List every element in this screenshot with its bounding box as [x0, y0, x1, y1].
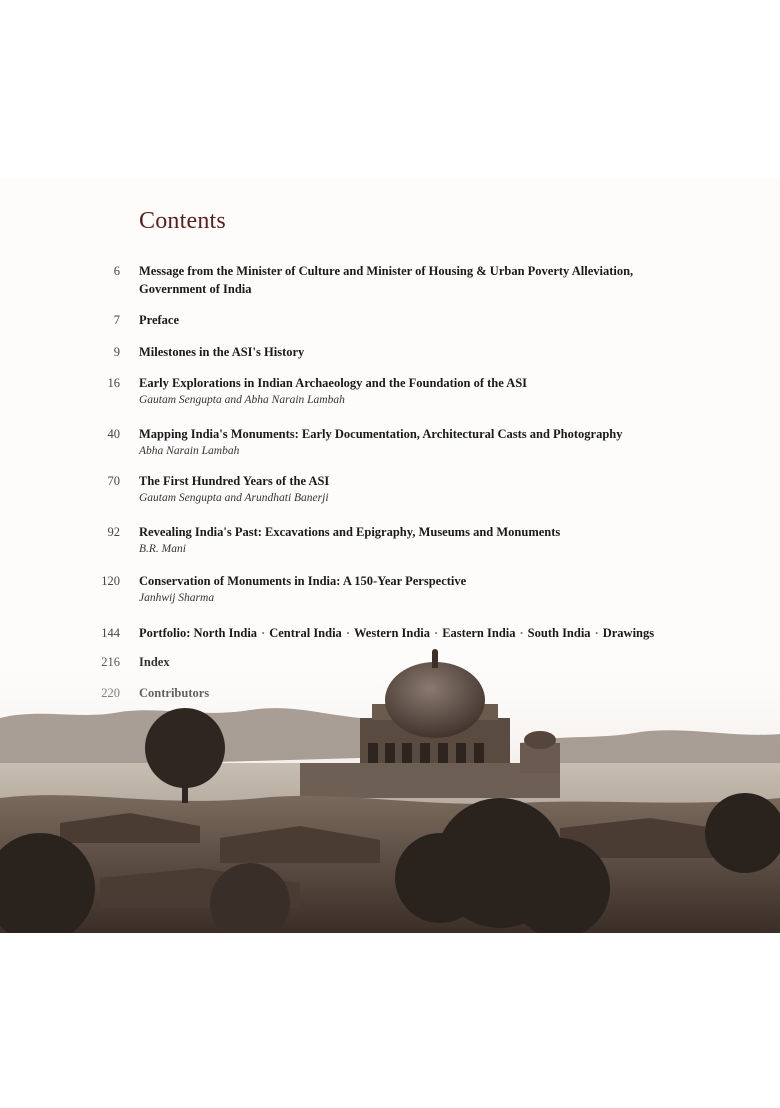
entry-title: The First Hundred Years of the ASI [139, 474, 330, 488]
separator-dot: · [519, 626, 524, 640]
portfolio-label: Portfolio: [139, 626, 191, 640]
page-number: 92 [107, 525, 120, 539]
portfolio-item: Western India [353, 626, 431, 640]
contents-page [0, 178, 780, 933]
entry-title: Preface [139, 313, 180, 327]
portfolio-item: South India [527, 626, 591, 640]
page-number: 144 [101, 626, 120, 640]
entry-title: Early Explorations in Indian Archaeology and the Foundation of the ASI [139, 376, 528, 390]
entry-title: Message from the Minister of Culture and Minister of Housing & Urban Poverty Alleviation, [139, 264, 634, 278]
entry-author: Gautam Sengupta and Abha Narain Lambah [139, 394, 345, 406]
entry-title-continued: Government of India [139, 282, 252, 296]
page-number: 70 [107, 474, 120, 488]
page-title: Contents [139, 208, 226, 234]
entry-title: Revealing India's Past: Excavations and Epigraphy, Museums and Monuments [139, 525, 561, 539]
tomb-landscape-photo [0, 648, 780, 933]
entry-title: Conservation of Monuments in India: A 150-Year Perspective [139, 574, 467, 588]
page-number: 40 [107, 427, 120, 441]
entry-author: B.R. Mani [139, 543, 186, 555]
separator-dot: · [434, 626, 439, 640]
separator-dot: · [345, 626, 350, 640]
portfolio-item: North India [193, 626, 258, 640]
entry-author: Gautam Sengupta and Arundhati Banerji [139, 492, 329, 504]
page-number: 16 [107, 376, 120, 390]
portfolio-line [139, 626, 654, 641]
portfolio-item: Central India [269, 626, 342, 640]
separator-dot: · [261, 626, 266, 640]
separator-dot: · [594, 626, 599, 640]
portfolio-item: Drawings [602, 626, 655, 640]
portfolio-item: Eastern India [442, 626, 516, 640]
entry-title: Mapping India's Monuments: Early Documentation, Architectural Casts and Photography [139, 427, 623, 441]
page-number: 7 [113, 313, 120, 327]
entry-author: Janhwij Sharma [139, 592, 215, 604]
entry-author: Abha Narain Lambah [139, 445, 240, 457]
page-number: 6 [113, 264, 120, 278]
page-number: 9 [113, 345, 120, 359]
entry-title: Milestones in the ASI's History [139, 345, 305, 359]
page-number: 120 [101, 574, 120, 588]
